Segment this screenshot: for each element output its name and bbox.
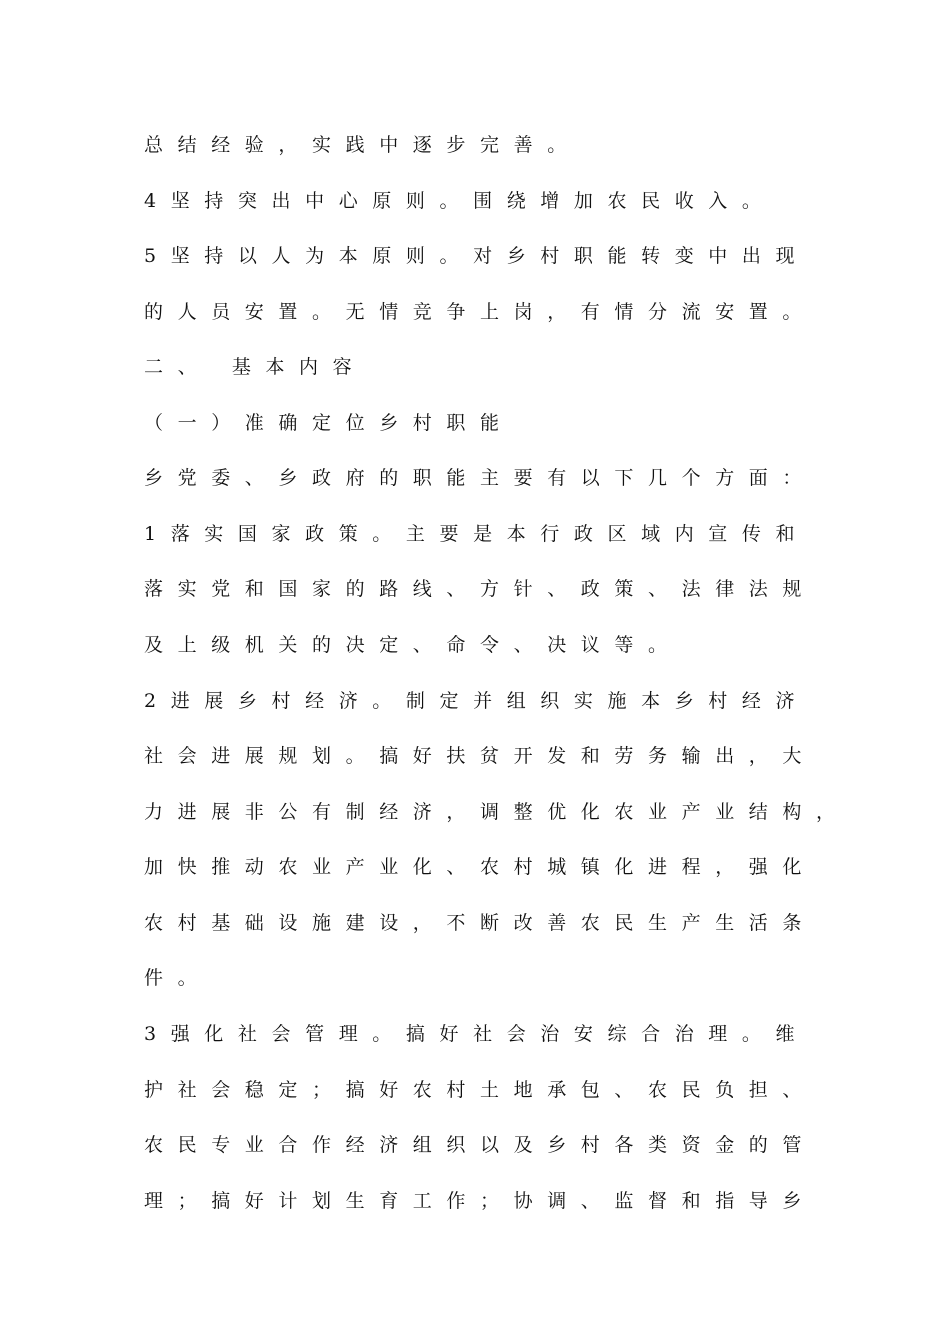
text-line: 及上级机关的决定、命令、决议等。 xyxy=(144,634,682,656)
subsection-heading: （一）准确定位乡村职能 xyxy=(144,412,514,434)
text-line: 4坚持突出中心原则。围绕增加农民收入。 xyxy=(144,190,776,212)
section-heading: 二、 基本内容 xyxy=(144,356,367,378)
text-line: 农村基础设施建设，不断改善农民生产生活条 xyxy=(144,912,817,934)
text-line: 的人员安置。无情竞争上岗，有情分流安置。 xyxy=(144,301,817,323)
text-line: 加快推动农业产业化、农村城镇化进程，强化 xyxy=(144,856,817,878)
text-line: 总结经验，实践中逐步完善。 xyxy=(144,134,581,156)
text-line: 落实党和国家的路线、方针、政策、法律法规 xyxy=(144,578,817,600)
text-line: 力进展非公有制经济，调整优化农业产业结构， xyxy=(144,801,850,823)
text-line: 农民专业合作经济组织以及乡村各类资金的管 xyxy=(144,1134,817,1156)
text-line: 5坚持以人为本原则。对乡村职能转变中出现 xyxy=(144,245,810,267)
text-line: 社会进展规划。搞好扶贫开发和劳务输出，大 xyxy=(144,745,817,767)
text-line: 乡党委、乡政府的职能主要有以下几个方面： xyxy=(144,467,817,489)
text-line: 2进展乡村经济。制定并组织实施本乡村经济 xyxy=(144,690,810,712)
text-line: 1落实国家政策。主要是本行政区域内宣传和 xyxy=(144,523,810,545)
text-line: 护社会稳定；搞好农村土地承包、农民负担、 xyxy=(144,1079,817,1101)
text-line: 件。 xyxy=(144,967,212,989)
text-line: 3强化社会管理。搞好社会治安综合治理。维 xyxy=(144,1023,810,1045)
text-line: 理；搞好计划生育工作；协调、监督和指导乡 xyxy=(144,1190,817,1212)
